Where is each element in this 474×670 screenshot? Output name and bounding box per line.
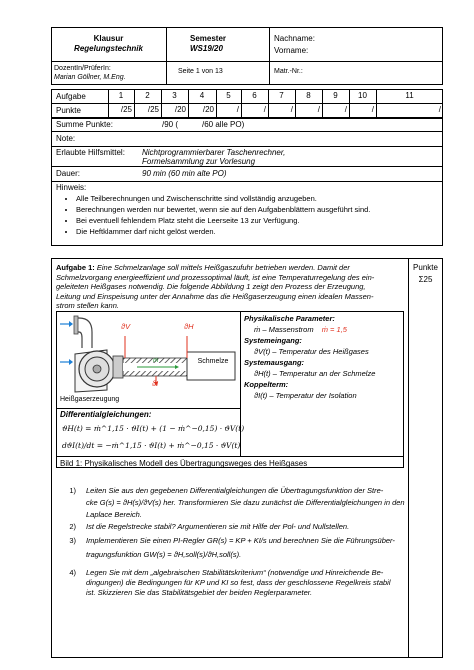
mdot-label: ṁ <box>153 357 159 364</box>
divider <box>51 61 443 62</box>
question-line: Implementieren Sie einen PI-Regler GR(s) = KP + KI/s und berechnen Sie die Führungsüber- <box>86 536 395 545</box>
inlet-arrow-icon <box>60 321 73 327</box>
points-cell[interactable]: / <box>317 105 320 114</box>
points-cell[interactable]: /25 <box>120 105 132 114</box>
page-info: Seite 1 von 13 <box>178 68 223 75</box>
points-cell[interactable]: /20 <box>174 105 186 114</box>
task-number: 4 <box>199 91 205 100</box>
theta-v-label: ϑV <box>121 322 131 331</box>
dauer-label: Dauer: <box>56 169 81 178</box>
task-number: 7 <box>279 91 284 100</box>
task-number: 6 <box>252 91 257 100</box>
points-cell[interactable]: / <box>438 105 441 114</box>
semester-label: Semester <box>190 34 227 43</box>
summe-value[interactable]: /90 ( <box>162 120 179 129</box>
intro-line: Eine Schmelzanlage soll mittels Heißgaszufuhr betrieben werden. Damit der <box>96 263 350 272</box>
hilfsmittel-line: Nichtprogrammierbarer Taschenrechner, <box>142 148 286 157</box>
hilfsmittel-line: Formelsammlung zur Vorlesung <box>142 157 256 166</box>
hilfsmittel-label: Erlaubte Hilfsmittel: <box>56 148 125 157</box>
exam-label: Klausur <box>93 34 124 43</box>
question-number: 3) <box>69 536 76 545</box>
dgl-equation: dϑI(t)/dt = −ṁ^1,15 · ϑI(t) + ṁ^−0,15 · ϑV(t) <box>62 441 241 450</box>
eingang-line: ϑV(t) – Temperatur des Heißgases <box>254 347 369 356</box>
punkte-value: Σ25 <box>418 275 433 284</box>
intro-line: Leitung und Einspeisung unter der Annahme das die Heißgaserzeugung einen idealen Massen- <box>56 291 374 301</box>
divider <box>408 258 409 658</box>
schmelze-box <box>187 352 235 380</box>
list-item: • Die Heftklammer darf nicht gelöst werden. <box>76 226 441 237</box>
exam-subject: Regelungstechnik <box>74 44 143 53</box>
kopp-line: ϑI(t) – Temperatur der Isolation <box>254 391 357 400</box>
divider <box>51 131 443 132</box>
list-item: • Alle Teilberechnungen und Zwischenschritte sind vollständig anzugeben. <box>76 193 441 204</box>
question-number: 2) <box>69 522 76 531</box>
aufgabe-label: Aufgabe <box>56 92 86 101</box>
matr-field[interactable]: Matr.-Nr.: <box>274 68 303 75</box>
kopp-title: Koppelterm: <box>244 380 289 389</box>
hinweis-list <box>56 193 441 237</box>
points-cell[interactable]: / <box>263 105 266 114</box>
blower-icon <box>75 350 115 392</box>
hinweis-label: Hinweis: <box>56 183 87 192</box>
question-number: 4) <box>69 568 76 577</box>
task-number: 2 <box>145 91 150 100</box>
ausgang-title: Systemausgang: <box>244 358 305 367</box>
phys-params <box>244 313 402 401</box>
schmelze-label: Schmelze <box>197 358 229 365</box>
intro-line: Schmelzvorgang energieeffizient und prozessoptimal läuft, ist eine Temperaturregelung des ein- <box>56 272 375 282</box>
question-line: Laplace Bereich. <box>86 510 142 519</box>
lecturer-name: Marian Göllner, M.Eng. <box>54 74 126 81</box>
lastname-field[interactable]: Nachname: <box>274 34 315 43</box>
summe-alt: /60 alle PO) <box>202 120 245 129</box>
punkte-label: Punkte <box>413 263 438 272</box>
divider <box>269 27 270 85</box>
task-number: 3 <box>172 91 177 100</box>
points-cell[interactable]: / <box>290 105 293 114</box>
points-cell[interactable]: /20 <box>202 105 214 114</box>
question-line: Ist die Regelstrecke stabil? Argumentieren sie mit Hilfe der Pol- und Nullstellen. <box>86 522 350 531</box>
firstname-field[interactable]: Vorname: <box>274 46 309 55</box>
lecturer-label: DozentIn/PrüferIn: <box>54 65 111 72</box>
points-cell[interactable]: / <box>236 105 239 114</box>
dgl-title: Differentialgleichungen: <box>60 410 152 419</box>
list-item: • Berechnungen werden nur bewertet, wenn sie auf den Aufgabenblättern ausgeführt sind. <box>76 204 441 215</box>
question-line: cke G(s) = ϑH(s)/ϑV(s) her. Transformieren Sie dazu zunächst die Differentialgleichungen in den <box>86 498 405 507</box>
semester-value: WS19/20 <box>190 44 223 53</box>
divider <box>56 408 240 409</box>
inlet-arrow-icon <box>60 359 73 365</box>
phys-title: Physikalische Parameter: <box>244 314 335 323</box>
task-intro <box>56 263 406 311</box>
theta-i-label: ϑI <box>152 379 159 388</box>
task-number: 10 <box>358 91 367 100</box>
question-line: Legen Sie mit dem „algebraischen Stabilitätskriterium“ (notwendige und Hinreichende Be- <box>86 568 384 577</box>
figure-caption: Bild 1: Physikalisches Modell des Übertragungsweges des Heißgases <box>60 459 308 468</box>
dauer-value: 90 min (60 min alte PO) <box>142 169 227 178</box>
points-cell[interactable]: / <box>371 105 374 114</box>
task-number: 9 <box>333 91 338 100</box>
question-line: dingungen) die Bedingungen für KP und KI so fest, dass der geschlossene Regelkreis stabil <box>86 578 391 587</box>
punkte-label: Punkte <box>56 106 81 115</box>
divider <box>51 146 443 147</box>
theta-h-label: ϑH <box>184 322 194 331</box>
task-title: Aufgabe 1: <box>56 263 95 272</box>
list-item: • Bei eventuell fehlendem Platz steht die Leerseite 13 zur Verfügung. <box>76 215 441 226</box>
question-line: Leiten Sie aus den gegebenen Differentialgleichungen die Übertragungsfunktion der Stre- <box>86 486 384 495</box>
divider <box>56 456 404 457</box>
task-number: 5 <box>226 91 231 100</box>
generator-label: Heißgaserzeugung <box>60 396 120 403</box>
divider <box>240 311 241 456</box>
divider <box>166 27 167 85</box>
task-number: 1 <box>118 91 124 100</box>
intro-line: strom stellen kann. <box>56 301 119 310</box>
divider <box>51 181 443 182</box>
intro-line: geleiteten Heißgases notwendig. Die folgende Abbildung 1 zeigt den Prozess der Erzeugung, <box>56 282 366 291</box>
task-number: 11 <box>405 91 414 100</box>
mdot-value: ṁ = 1,5 <box>321 325 347 334</box>
mdot-line: ṁ – Massenstrom <box>254 325 314 334</box>
summe-label: Summe Punkte: <box>56 120 113 129</box>
question-line: tragungsfunktion GW(s) = ϑH,soll(s)/ϑH,soll(s). <box>86 550 242 559</box>
task-number: 8 <box>306 91 311 100</box>
points-cell[interactable]: / <box>344 105 347 114</box>
points-cell[interactable]: /25 <box>147 105 159 114</box>
note-label: Note: <box>56 134 76 143</box>
question-number: 1) <box>69 486 76 495</box>
question-line: ist. Skizzieren Sie das Stabilitätsgebiet der beiden Reglerparameter. <box>86 588 313 597</box>
ausgang-line: ϑH(t) – Temperatur an der Schmelze <box>254 369 376 378</box>
eingang-title: Systemeingang: <box>244 336 302 345</box>
dgl-equation: ϑH(t) = ṁ^1,15 · ϑI(t) + (1 − ṁ^−0,15) · ϑV(t) <box>62 424 245 433</box>
